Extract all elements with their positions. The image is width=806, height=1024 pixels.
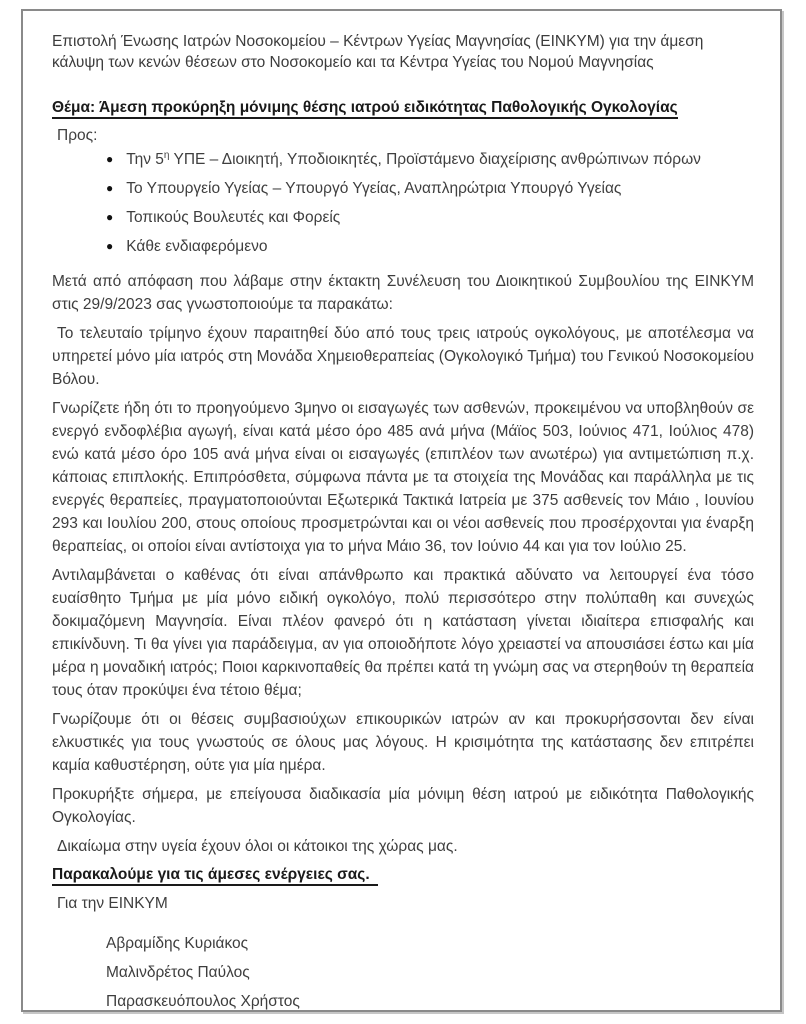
letter-body [52, 270, 754, 858]
letter-description: Επιστολή Ένωσης Ιατρών Νοσοκομείου – Κέντρων Υγείας Μαγνησίας (ΕΙΝΚΥΜ) για την άμεση κάλυψη των κενών θέσεων στο Νοσοκομείο και τα Κέντρα Υγείας του Νομού Μαγνησίας [52, 33, 704, 71]
bullet-icon: ● [106, 239, 114, 253]
letter-page [21, 9, 782, 1012]
recipient-item [106, 207, 754, 229]
subject-text: Θέμα: Άμεση προκύρηξη μόνιμης θέσης ιατρού ειδικότητας Παθολογικής Ογκολογίας [52, 99, 678, 119]
recipient-text: Την $5^\eta$ ΥΠΕ – Διοικητή, Υποδιοικητές, Προϊστάμενο διαχείρισης ανθρώπινων πόρων [126, 149, 701, 168]
signatory-name: Αβραμίδης Κυριάκος [106, 935, 249, 952]
recipient-text: Κάθε ενδιαφερόμενο [126, 238, 268, 255]
bullet-icon: ● [106, 210, 114, 224]
body-paragraph: Γνωρίζετε ήδη ότι το προηγούμενο 3μηνο οι εισαγωγές των ασθενών, προκειμένου να υποβληθούν σε ενεργό ενδοφλέβια αγωγή, είναι κατά μέσο όρο 485 ανά μήνα (Μάϊος 503, Ιούνιος 471, Ιούλιος 478) ενώ κατά μέσο όρο 105 ανά μήνα είναι οι εισαγωγές (επιπλέον των ανωτέρω) για αντιμετώπιση π.χ. κάποιας επιπλοκής. Επιπρόσθετα, σύμφωνα πάντα με τα στοιχεία της Μονάδας και παράλληλα με τις ενεργές θεραπείες, πραγματοποιούνται Εξωτερικά Τακτικά Ιατρεία με 375 ασθενείς τον Μάιο , Ιουνίου 293 και Ιουλίου 200, στους οποίους προσμετρώνται και οι νέοι ασθενείς που προσέρχονται για έναρξη θεραπείας, οι οποίοι είναι αντίστοιχα για το μήνα Μάιο 36, τον Ιούνιο 44 και για τον Ιούλιο 25. [52, 400, 754, 555]
recipient-text: Τοπικούς Βουλευτές και Φορείς [126, 209, 341, 226]
recipient-text: Το Υπουργείο Υγείας – Υπουργό Υγείας, Αναπληρώτρια Υπουργό Υγείας [126, 180, 622, 197]
body-paragraph: Γνωρίζουμε ότι οι θέσεις συμβασιούχων επικουρικών ιατρών αν και προκυρήσσονται δεν είναι ελκυστικές για τους γνωστούς σε όλους μας λόγους. Η κρισιμότητα της κατάστασης δεν επιτρέπει καμία καθυστέρηση, ούτε για μία ημέρα. [52, 711, 754, 774]
signature-org-line: Για την ΕΙΝΚΥΜ [57, 895, 168, 912]
body-paragraph: Δικαίωμα στην υγεία έχουν όλοι οι κάτοικοι της χώρας μας. [57, 838, 458, 855]
superscript: η [163, 149, 170, 161]
signature-block [106, 929, 754, 1012]
signatory-name: Παρασκευόπουλος Χρήστος [106, 993, 300, 1010]
bullet-icon: ● [106, 181, 114, 195]
recipient-item [106, 178, 754, 200]
recipients-list [52, 149, 754, 258]
subject-line [52, 97, 754, 119]
closing-request-text: Παρακαλούμε για τις άμεσες ενέργειες σας. [52, 866, 378, 886]
recipients-label: Προς: [57, 127, 98, 144]
bullet-icon: ● [106, 152, 114, 166]
recipient-item [106, 149, 754, 171]
body-paragraph: Μετά από απόφαση που λάβαμε στην έκτακτη Συνέλευση του Διοικητικού Συμβουλίου της ΕΙΝΚΥΜ στις 29/9/2023 σας γνωστοποιούμε τα παρακάτω: [52, 273, 754, 313]
body-paragraph: Το τελευταίο τρίμηνο έχουν παραιτηθεί δύο από τους τρεις ιατρούς ογκολόγους, με αποτέλεσμα να υπηρετεί μόνο μία ιατρός στη Μονάδα Χημειοθεραπείας (Ογκολογικό Τμήμα) του Γενικού Νοσοκομείου Βόλου. [52, 325, 754, 388]
body-paragraph: Αντιλαμβάνεται ο καθένας ότι είναι απάνθρωπο και πρακτικά αδύνατο να λειτουργεί ένα τόσο ευαίσθητο Τμήμα με μία μόνο ειδική ογκολόγο, πολύ περισσότερο στην πολύπαθη και συνεχώς δοκιμαζόμενη Μαγνησία. Είναι πλέον φανερό ότι η κατάσταση γίνεται ιδιαίτερα επισφαλής και επικίνδυνη. Τι θα γίνει για παράδειγμα, αν για οποιοδήποτε λόγο χρειαστεί να απουσιάσει έστω και μία μέρα η μοναδική ιατρός; Ποιοι καρκινοπαθείς θα πρέπει κατά τη γνώμη σας να στερηθούν τη θεραπεία τους όταν προκύψει ένα τέτοιο θέμα; [52, 567, 754, 699]
closing-request [52, 864, 754, 886]
recipient-item [106, 236, 754, 258]
body-paragraph: Προκυρήξτε σήμερα, με επείγουσα διαδικασία μία μόνιμη θέση ιατρού με ειδικότητα Παθολογικής Ογκολογίας. [52, 786, 754, 826]
signatory-name: Μαλινδρέτος Παύλος [106, 964, 250, 981]
